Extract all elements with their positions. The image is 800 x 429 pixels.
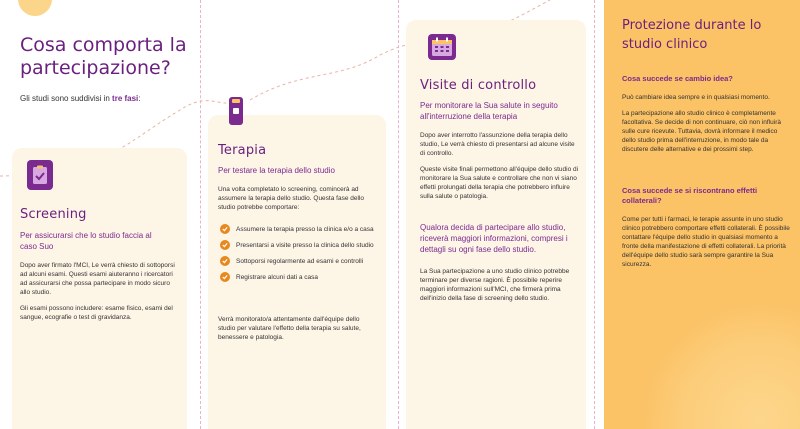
terapia-outro: Verrà monitorato/a attentamente dall'équipe dello studio per valutare l'effetto della terapia su salute, benessere e patologia. xyxy=(218,316,361,341)
decorative-circle xyxy=(18,0,52,16)
dashed-divider xyxy=(594,0,595,429)
paragraph: Gli esami possono includere: esame fisico, esami del sangue, ecografie o test di gravidanza. xyxy=(20,305,173,321)
screening-body xyxy=(20,261,180,329)
visite-card xyxy=(406,20,586,429)
list-item: Presentarsi a visite presso la clinica dello studio xyxy=(220,241,380,250)
check-icon xyxy=(220,224,230,234)
terapia-checklist xyxy=(220,225,380,289)
page-title: Cosa comporta la partecipazione? xyxy=(20,34,187,79)
screening-subtitle: Per assicurarsi che lo studio faccia al caso Suo xyxy=(20,231,152,251)
terapia-subtitle: Per testare la terapia dello studio xyxy=(218,166,335,175)
paragraph: La partecipazione allo studio clinico è completamente facoltativa. Se decide di non continuare, ciò non influirà sulle cure ricevute. Tuttavia, dovrà informare il medico dello studio prima dell'interruzione, in modo tale da discutere delle alternative e dei prossimi step. xyxy=(622,110,781,153)
visite-body xyxy=(420,131,580,208)
screening-card xyxy=(12,148,187,429)
calendar-icon xyxy=(428,34,456,60)
check-icon xyxy=(220,256,230,266)
terapia-title: Terapia xyxy=(218,143,267,158)
paragraph: Può cambiare idea sempre e in qualsiasi momento. xyxy=(622,94,770,101)
terapia-card xyxy=(208,115,386,429)
paragraph: Dopo aver firmato l'MCI, Le verrà chiesto di sottoporsi ad alcuni esami. Questi esami aiuteranno i ricercatori ad assicurarsi che possa partecipare in modo sicuro allo studio. xyxy=(20,262,175,296)
dashed-divider xyxy=(398,0,399,429)
visite-closing: La Sua partecipazione a uno studio clinico potrebbe terminare per diverse ragioni. È possibile reperire maggiori informazioni sull'MCI, che firmerà prima dell'inizio della fase di screening dello studio. xyxy=(420,268,570,302)
protection-title: Protezione durante lo studio clinico xyxy=(622,18,762,52)
question-2: Cosa succede se si riscontrano effetti collaterali? xyxy=(622,186,758,205)
list-item: Assumere la terapia presso la clinica e/o a casa xyxy=(220,225,380,234)
paragraph: Dopo aver interrotto l'assunzione della terapia dello studio, Le verrà chiesto di presentarsi ad alcune visite di controllo. xyxy=(420,132,575,157)
visite-subtitle: Per monitorare la Sua salute in seguito all'interruzione della terapia xyxy=(420,101,558,121)
pill-bottle-icon xyxy=(229,97,243,125)
intro-text: Gli studi sono suddivisi in tre fasi: xyxy=(20,94,141,103)
visite-highlight: Qualora decida di partecipare allo studio, riceverà maggiori informazioni, compresi i dettagli su ogni fase dello studio. xyxy=(420,223,568,254)
screening-title: Screening xyxy=(20,207,87,222)
check-icon xyxy=(220,272,230,282)
question-1: Cosa succede se cambio idea? xyxy=(622,74,733,83)
checklist-icon xyxy=(27,160,53,190)
paragraph: Queste visite finali permettono all'équipe dello studio di monitorare la Sua salute e controllare che non vi siano effetti prolungati della terapia che potrebbero influire sulla salute o patologia. xyxy=(420,166,579,200)
list-item: Sottoporsi regolarmente ad esami e controlli xyxy=(220,257,380,266)
terapia-intro: Una volta completato lo screening, comincerà ad assumere la terapia dello studio. Questa fase dello studio potrebbe comportare: xyxy=(218,186,364,211)
paragraph: Come per tutti i farmaci, le terapie assunte in uno studio clinico potrebbero comportare effetti collaterali. È possibile contattare l'équipe dello studio in qualsiasi momento a fronte della manifestazione di effetti collaterali. La priorità dell'équipe dello studio sarà sempre garantire la Sua sicurezza. xyxy=(622,216,790,268)
list-item: Registrare alcuni dati a casa xyxy=(220,273,380,282)
answer-1 xyxy=(622,93,792,161)
answer-2 xyxy=(622,215,792,276)
visite-title: Visite di controllo xyxy=(420,78,537,93)
check-icon xyxy=(220,240,230,250)
